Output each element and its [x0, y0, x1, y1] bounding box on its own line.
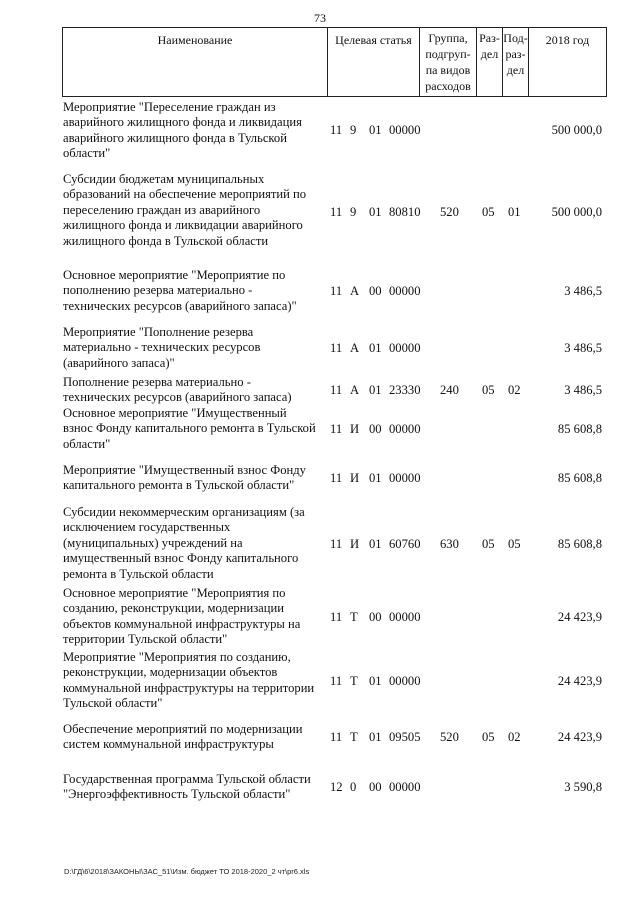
header-group-line: па видов: [425, 63, 471, 77]
row-name-line: аварийного жилищного фонда в Тульской: [63, 130, 287, 145]
header-group-line: расходов: [425, 79, 471, 93]
cs-event: 01: [369, 471, 382, 485]
row-amount: 24 423,9: [557, 610, 602, 624]
row-podrazdel: 02: [508, 730, 521, 744]
cs-program: 11: [330, 537, 343, 551]
cs-direction: 00000: [389, 471, 421, 485]
cs-subprogram: 0: [350, 780, 357, 794]
cs-program: 11: [330, 471, 343, 485]
row-name-line: Субсидии некоммерческим организациям (за: [63, 505, 305, 519]
row-name-line: Мероприятие "Переселение граждан из: [63, 100, 276, 114]
cs-direction: 00000: [389, 674, 421, 688]
row-name-line: созданию, реконструкции, модернизации: [63, 601, 284, 616]
row-name: [63, 375, 325, 406]
row-razdel: 05: [482, 730, 495, 744]
cs-direction: 00000: [389, 123, 421, 137]
row-name-line: коммунальной инфраструктуры на территории: [63, 680, 315, 695]
cs-event: 01: [369, 383, 382, 397]
row-razdel: 05: [482, 383, 495, 397]
cs-event: 01: [369, 730, 382, 744]
header-podrazdel-cell: [502, 27, 529, 97]
header-target: Целевая статья: [335, 33, 412, 47]
header-year-cell: [528, 27, 607, 97]
header-podrazdel-line: раз-: [505, 47, 526, 61]
cs-subprogram: И: [350, 471, 360, 485]
cs-program: 11: [330, 422, 343, 436]
row-name-line: ремонта в Тульской области: [63, 566, 214, 581]
cs-event: 00: [369, 610, 382, 624]
row-name-line: пополнению резерва материально -: [63, 283, 253, 298]
header-razdel: [477, 28, 502, 62]
cs-program: 11: [330, 383, 343, 397]
row-amount: 3 590,8: [564, 780, 602, 794]
row-name-line: Субсидии бюджетам муниципальных: [63, 172, 265, 186]
cs-direction: 09505: [389, 730, 421, 744]
row-amount: 3 486,5: [564, 383, 602, 397]
row-amount: 500 000,0: [551, 205, 602, 219]
cs-direction: 00000: [389, 610, 421, 624]
cs-direction: 23330: [389, 383, 421, 397]
cs-direction: 80810: [389, 205, 421, 219]
row-name-line: Мероприятие "Имущественный взнос Фонду: [63, 463, 306, 477]
header-name-cell: [62, 27, 328, 97]
row-razdel: 05: [482, 537, 495, 551]
row-name-line: Мероприятие "Мероприятия по созданию,: [63, 650, 291, 664]
row-name: [63, 325, 325, 371]
row-name-line: жилищного фонда и ликвидации аварийного: [63, 218, 303, 233]
page-number: 73: [314, 11, 326, 25]
row-amount: 85 608,8: [557, 537, 602, 551]
cs-event: 01: [369, 341, 382, 355]
row-name-line: систем коммунальной инфраструктуры: [63, 737, 274, 752]
row-podrazdel: 05: [508, 537, 521, 551]
row-name-line: исключением государственных: [63, 520, 231, 535]
cs-event: 01: [369, 537, 382, 551]
row-amount: 24 423,9: [557, 730, 602, 744]
row-group: 630: [440, 537, 459, 551]
cs-event: 01: [369, 123, 382, 137]
row-name-line: (муниципальных) учреждений на: [63, 535, 243, 550]
row-name-line: материально - технических ресурсов: [63, 340, 261, 355]
cs-subprogram: И: [350, 537, 360, 551]
cs-event: 00: [369, 422, 382, 436]
row-amount: 85 608,8: [557, 471, 602, 485]
row-name: [63, 406, 325, 452]
row-name: [63, 505, 325, 582]
cs-subprogram: И: [350, 422, 360, 436]
row-group: 520: [440, 730, 459, 744]
row-name: [63, 772, 325, 803]
cs-program: 11: [330, 730, 343, 744]
row-name-line: реконструкции, модернизации объектов: [63, 665, 278, 680]
row-name-line: территории Тульской области": [63, 632, 228, 647]
cs-subprogram: Т: [350, 674, 358, 688]
cs-direction: 00000: [389, 422, 421, 436]
row-name-line: Государственная программа Тульской области: [63, 772, 311, 786]
row-name-line: Основное мероприятие "Мероприятие по: [63, 268, 286, 282]
row-razdel: 05: [482, 205, 495, 219]
row-name: [63, 268, 325, 314]
header-group-cell: [419, 27, 477, 97]
row-name-line: технических ресурсов (аварийного запаса): [63, 390, 292, 405]
cs-event: 01: [369, 205, 382, 219]
header-razdel-line: Раз-: [479, 31, 500, 45]
row-name-line: (аварийного запаса)": [63, 355, 175, 370]
header-target-cell: [327, 27, 420, 97]
row-name-line: Основное мероприятие "Мероприятия по: [63, 586, 286, 600]
cs-program: 11: [330, 123, 343, 137]
row-amount: 3 486,5: [564, 284, 602, 298]
cs-direction: 00000: [389, 341, 421, 355]
cs-program: 11: [330, 341, 343, 355]
row-name: [63, 586, 325, 648]
row-name-line: Тульской области": [63, 696, 163, 711]
row-amount: 500 000,0: [551, 123, 602, 137]
cs-direction: 00000: [389, 780, 421, 794]
row-name-line: области": [63, 436, 111, 451]
row-amount: 24 423,9: [557, 674, 602, 688]
row-name: [63, 722, 325, 753]
cs-program: 12: [330, 780, 343, 794]
cs-subprogram: Т: [350, 730, 358, 744]
cs-subprogram: Т: [350, 610, 358, 624]
row-name-line: Основное мероприятие "Имущественный: [63, 406, 287, 420]
header-podrazdel: [503, 28, 528, 78]
row-group: 520: [440, 205, 459, 219]
cs-direction: 60760: [389, 537, 421, 551]
row-name-line: переселению граждан из аварийного: [63, 202, 261, 217]
header-razdel-cell: [476, 27, 503, 97]
cs-subprogram: А: [350, 341, 360, 355]
row-name-line: Обеспечение мероприятий по модернизации: [63, 722, 303, 736]
row-name-line: образований на обеспечение мероприятий по: [63, 187, 307, 202]
cs-program: 11: [330, 205, 343, 219]
cs-subprogram: А: [350, 284, 360, 298]
row-name-line: взнос Фонду капитального ремонта в Тульской: [63, 421, 316, 436]
row-name-line: имущественный взнос Фонду капитального: [63, 551, 299, 566]
row-amount: 3 486,5: [564, 341, 602, 355]
row-name: [63, 100, 325, 162]
row-name: [63, 172, 325, 249]
cs-subprogram: 9: [350, 123, 357, 137]
header-podrazdel-line: дел: [506, 63, 525, 77]
header-razdel-line: дел: [480, 47, 499, 61]
row-amount: 85 608,8: [557, 422, 602, 436]
row-name-line: технических ресурсов (аварийного запаса)": [63, 298, 297, 313]
file-path-footer: D:\ГД\6\2018\ЗАКОНЫ\ЗАС_51\Изм. бюджет ТО 2018-2020_2 чт\pr6.xls: [64, 867, 310, 876]
row-group: 240: [440, 383, 459, 397]
cs-subprogram: 9: [350, 205, 357, 219]
cs-event: 00: [369, 780, 382, 794]
row-podrazdel: 01: [508, 205, 521, 219]
row-name: [63, 463, 325, 494]
cs-program: 11: [330, 610, 343, 624]
header-name: Наименование: [157, 33, 233, 47]
row-name: [63, 650, 325, 712]
row-name-line: Мероприятие "Пополнение резерва: [63, 325, 254, 339]
row-name-line: "Энергоэффективность Тульской области": [63, 787, 291, 802]
cs-subprogram: А: [350, 383, 360, 397]
cs-event: 01: [369, 674, 382, 688]
header-podrazdel-line: Под-: [503, 31, 528, 45]
row-name-line: объектов коммунальной инфраструктуры на: [63, 616, 301, 631]
cs-program: 11: [330, 674, 343, 688]
row-name-line: аварийного жилищного фонда и ликвидация: [63, 115, 302, 130]
header-group-line: подгруп-: [425, 47, 471, 61]
header-group: [420, 28, 476, 94]
row-name-line: Пополнение резерва материально -: [63, 375, 251, 389]
cs-program: 11: [330, 284, 343, 298]
header-group-line: Группа,: [428, 31, 468, 45]
row-name-line: капитального ремонта в Тульской области": [63, 478, 295, 493]
row-name-line: области": [63, 146, 111, 161]
cs-direction: 00000: [389, 284, 421, 298]
row-podrazdel: 02: [508, 383, 521, 397]
cs-event: 00: [369, 284, 382, 298]
row-name-line: жилищного фонда в Тульской области: [63, 233, 269, 248]
header-year: 2018 год: [545, 33, 590, 47]
